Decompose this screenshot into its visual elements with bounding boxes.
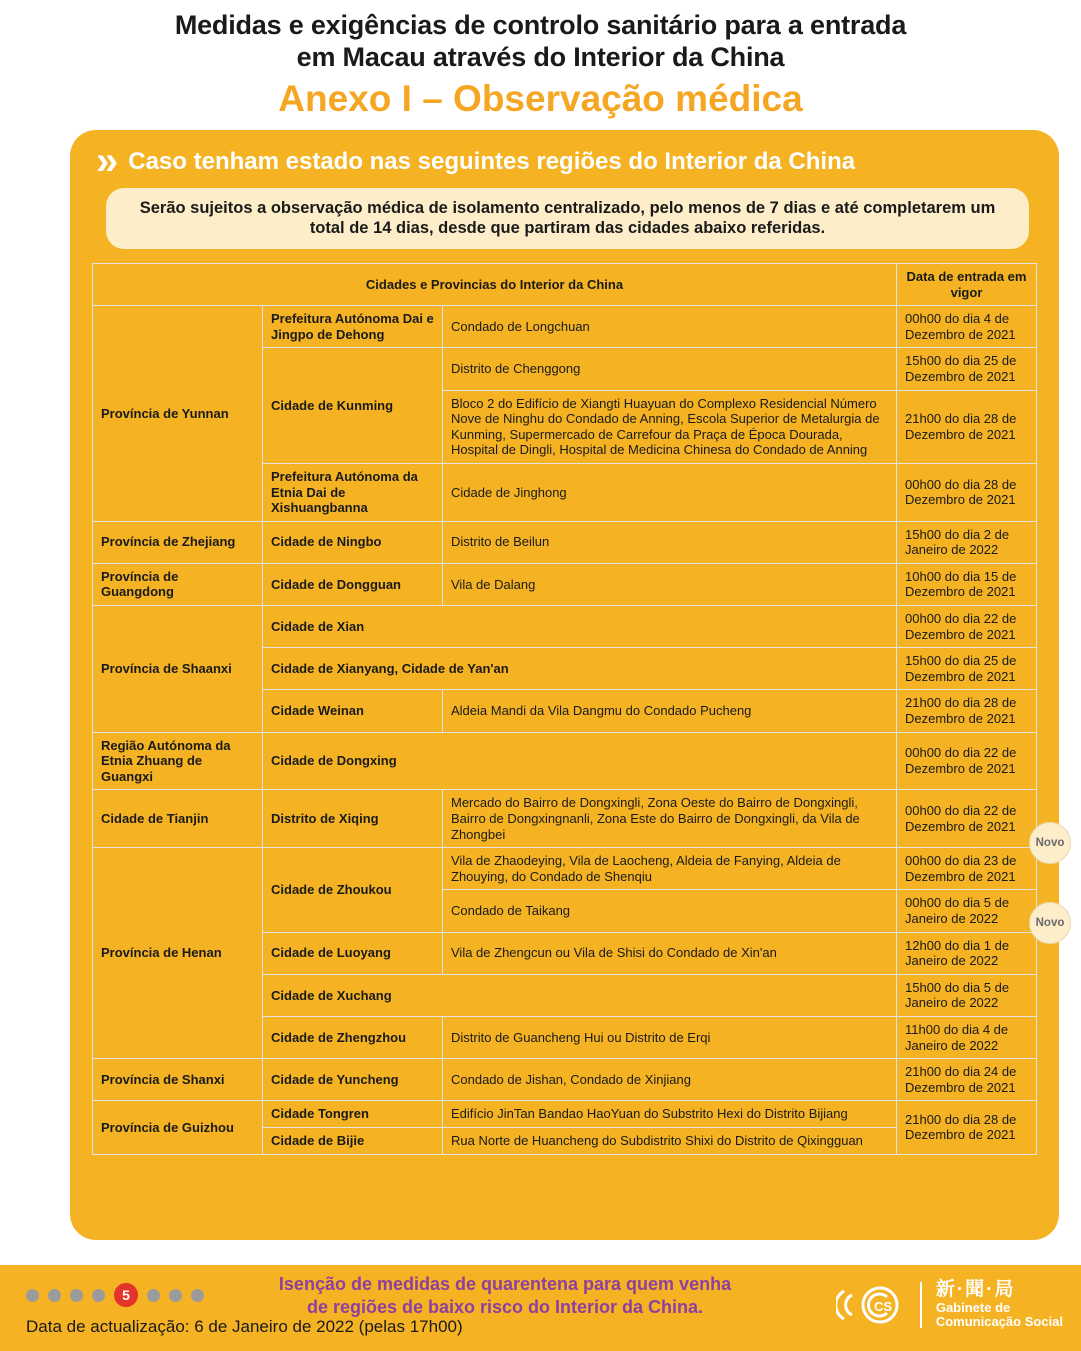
cell-date: 21h00 do dia 28 de Dezembro de 2021 bbox=[897, 690, 1037, 732]
cell-city: Cidade de Zhengzhou bbox=[263, 1016, 443, 1058]
table-header-main: Cidades e Provincias do Interior da China bbox=[93, 263, 897, 305]
logo-divider bbox=[920, 1282, 922, 1328]
cell-date: 00h00 do dia 4 de Dezembro de 2021 bbox=[897, 306, 1037, 348]
svg-text:CS: CS bbox=[873, 1299, 892, 1314]
page-title-line1: Medidas e exigências de controlo sanitário para a entrada bbox=[174, 10, 907, 40]
cell-city: Cidade de Luoyang bbox=[263, 932, 443, 974]
cell-province: Província de Shanxi bbox=[93, 1059, 263, 1101]
cell-city: Cidade de Xian bbox=[263, 606, 897, 648]
page-dot[interactable] bbox=[147, 1289, 160, 1302]
page-dot[interactable] bbox=[70, 1289, 83, 1302]
cell-city: Cidade de Kunming bbox=[263, 348, 443, 464]
panel-title-text: Caso tenham estado nas seguintes regiões do Interior da China bbox=[128, 147, 856, 175]
footer-note-line2: de regiões de baixo risco do Interior da China. bbox=[306, 1296, 704, 1317]
page-dot[interactable] bbox=[48, 1289, 61, 1302]
gcs-logo bbox=[836, 1277, 1063, 1333]
cell-province: Região Autónoma da Etnia Zhuang de Guangxi bbox=[93, 732, 263, 790]
cell-city: Cidade de Xianyang, Cidade de Yan'an bbox=[263, 648, 897, 690]
cell-date: 15h00 do dia 5 de Janeiro de 2022 bbox=[897, 974, 1037, 1016]
cell-detail: Condado de Taikang bbox=[443, 890, 897, 932]
cell-detail: Condado de Longchuan bbox=[443, 306, 897, 348]
cell-city: Cidade de Bijie bbox=[263, 1127, 443, 1154]
page-dot[interactable] bbox=[169, 1289, 182, 1302]
cell-date: 00h00 do dia 23 de Dezembro de 2021 bbox=[897, 848, 1037, 890]
cell-date: 00h00 do dia 5 de Janeiro de 2022 bbox=[897, 890, 1037, 932]
cell-detail: Distrito de Beilun bbox=[443, 521, 897, 563]
cell-detail: Distrito de Guancheng Hui ou Distrito de Erqi bbox=[443, 1016, 897, 1058]
table-header-row bbox=[93, 263, 1037, 305]
page-dot[interactable] bbox=[92, 1289, 105, 1302]
content-panel bbox=[70, 130, 1065, 1240]
cell-detail: Distrito de Chenggong bbox=[443, 348, 897, 390]
table-row bbox=[93, 790, 1037, 848]
panel-title-row bbox=[92, 138, 1037, 184]
cell-date: 21h00 do dia 28 de Dezembro de 2021 bbox=[897, 1101, 1037, 1154]
update-date: Data de actualização: 6 de Janeiro de 2022 (pelas 17h00) bbox=[26, 1317, 463, 1336]
page-dot[interactable] bbox=[191, 1289, 204, 1302]
cell-date: 15h00 do dia 2 de Janeiro de 2022 bbox=[897, 521, 1037, 563]
cell-city: Cidade Tongren bbox=[263, 1101, 443, 1128]
cell-date: 12h00 do dia 1 de Janeiro de 2022 bbox=[897, 932, 1037, 974]
table-row bbox=[93, 732, 1037, 790]
cell-city: Cidade de Xuchang bbox=[263, 974, 897, 1016]
table-row bbox=[93, 848, 1037, 890]
footer-note-line1: Isenção de medidas de quarentena para quem venha bbox=[278, 1274, 732, 1294]
cell-detail: Edifício JinTan Bandao HaoYuan do Substrito Hexi do Distrito Bijiang bbox=[443, 1101, 897, 1128]
table-row bbox=[93, 606, 1037, 648]
cell-date: 21h00 do dia 24 de Dezembro de 2021 bbox=[897, 1059, 1037, 1101]
cell-date: 11h00 do dia 4 de Janeiro de 2022 bbox=[897, 1016, 1037, 1058]
cell-date: 10h00 do dia 15 de Dezembro de 2021 bbox=[897, 563, 1037, 605]
cell-detail: Condado de Jishan, Condado de Xinjiang bbox=[443, 1059, 897, 1101]
gcs-logo-icon bbox=[836, 1277, 906, 1333]
cell-province: Província de Shaanxi bbox=[93, 606, 263, 733]
cell-detail: Mercado do Bairro de Dongxingli, Zona Oeste do Bairro de Dongxingli, Bairro de Dongxingnanli, Zona Este do Bairro de Dongxingli, da Vila de Zhongbei bbox=[443, 790, 897, 848]
logo-text-pt-line2: Comunicação Social bbox=[935, 1314, 1063, 1330]
cell-province: Província de Guizhou bbox=[93, 1101, 263, 1154]
cell-city: Prefeitura Autónoma Dai e Jingpo de Dehong bbox=[263, 306, 443, 348]
cell-detail: Vila de Zhaodeying, Vila de Laocheng, Aldeia de Fanying, Aldeia de Zhouying, do Condado de Shenqiu bbox=[443, 848, 897, 890]
status-badge-novo: Novo bbox=[1029, 902, 1071, 944]
cell-province: Província de Henan bbox=[93, 848, 263, 1059]
cell-city: Cidade de Dongguan bbox=[263, 563, 443, 605]
cell-detail: Vila de Zhengcun ou Vila de Shisi do Condado de Xin'an bbox=[443, 932, 897, 974]
cell-city: Prefeitura Autónoma da Etnia Dai de Xishuangbanna bbox=[263, 463, 443, 521]
logo-text-cn: 新·聞·局 bbox=[935, 1278, 1016, 1300]
cell-detail: Cidade de Jinghong bbox=[443, 463, 897, 521]
cell-date: 15h00 do dia 25 de Dezembro de 2021 bbox=[897, 348, 1037, 390]
cell-detail: Bloco 2 do Edifício de Xiangti Huayuan do Complexo Residencial Número Nove de Ninghu do Condado de Anning, Escola Superior de Metalurgia de Kunming, Supermercado de Carrefour da Praça de Época Dourada, Hospital de Dingli, Hospital de Medicina Chinesa do Condado de Anning bbox=[443, 390, 897, 463]
cell-date: 00h00 do dia 22 de Dezembro de 2021 bbox=[897, 606, 1037, 648]
page-title bbox=[40, 10, 1041, 74]
cell-province: Província de Yunnan bbox=[93, 306, 263, 522]
cell-city: Cidade de Yuncheng bbox=[263, 1059, 443, 1101]
cell-date: 00h00 do dia 28 de Dezembro de 2021 bbox=[897, 463, 1037, 521]
cell-province: Província de Zhejiang bbox=[93, 521, 263, 563]
table-row bbox=[93, 563, 1037, 605]
cell-detail: Rua Norte de Huancheng do Subdistrito Shixi do Distrito de Qixingguan bbox=[443, 1127, 897, 1154]
page-header bbox=[0, 0, 1081, 124]
cell-date: 00h00 do dia 22 de Dezembro de 2021 bbox=[897, 732, 1037, 790]
cell-city: Cidade de Zhoukou bbox=[263, 848, 443, 932]
cell-detail: Vila de Dalang bbox=[443, 563, 897, 605]
page-footer bbox=[0, 1265, 1081, 1351]
cell-province: Província de Guangdong bbox=[93, 563, 263, 605]
page-dot-active[interactable]: 5 bbox=[114, 1283, 138, 1307]
double-chevron-right-icon: » bbox=[96, 138, 119, 183]
cell-date: 00h00 do dia 22 de Dezembro de 2021 bbox=[897, 790, 1037, 848]
cell-date: 15h00 do dia 25 de Dezembro de 2021 bbox=[897, 648, 1037, 690]
notice-box: Serão sujeitos a observação médica de isolamento centralizado, pelo menos de 7 dias e até completarem um total de 14 dias, desde que partiram das cidades abaixo referidas. bbox=[106, 188, 1029, 249]
page-title-line2: em Macau através do Interior da China bbox=[296, 41, 785, 72]
cell-city: Distrito de Xiqing bbox=[263, 790, 443, 848]
footer-note bbox=[205, 1273, 805, 1318]
page-subtitle: Anexo I – Observação médica bbox=[278, 77, 803, 119]
table-row bbox=[93, 1101, 1037, 1128]
cell-city: Cidade de Dongxing bbox=[263, 732, 897, 790]
cell-city: Cidade de Ningbo bbox=[263, 521, 443, 563]
table-header-date: Data de entrada em vigor bbox=[897, 263, 1037, 305]
cell-date: 21h00 do dia 28 de Dezembro de 2021 bbox=[897, 390, 1037, 463]
table-row bbox=[93, 521, 1037, 563]
cell-detail: Aldeia Mandi da Vila Dangmu do Condado Pucheng bbox=[443, 690, 897, 732]
page-indicator bbox=[26, 1283, 204, 1307]
status-badge-novo: Novo bbox=[1029, 822, 1071, 864]
page-dot[interactable] bbox=[26, 1289, 39, 1302]
regions-table bbox=[92, 263, 1037, 1155]
table-body bbox=[93, 306, 1037, 1154]
logo-text-pt-line1: Gabinete de bbox=[935, 1299, 1011, 1315]
cell-province: Cidade de Tianjin bbox=[93, 790, 263, 848]
table-row bbox=[93, 306, 1037, 348]
cell-city: Cidade Weinan bbox=[263, 690, 443, 732]
table-row bbox=[93, 1059, 1037, 1101]
